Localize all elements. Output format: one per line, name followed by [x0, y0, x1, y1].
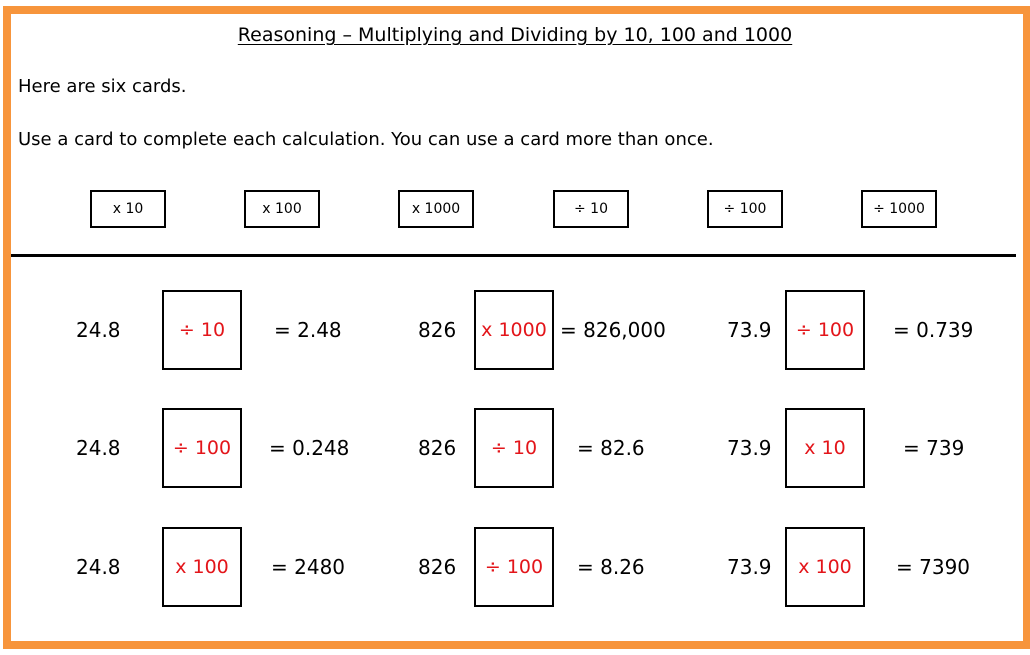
answer-box: ÷ 100	[474, 527, 554, 607]
calc-result: = 0.739	[893, 318, 974, 342]
instruction-text: Use a card to complete each calculation. You can use a card more than once.	[18, 129, 714, 150]
card-divide-10: ÷ 10	[553, 190, 629, 228]
calc-result: = 2.48	[274, 318, 342, 342]
calc-result: = 7390	[896, 555, 971, 579]
calc-number: 24.8	[76, 318, 121, 342]
answer-box: x 1000	[474, 290, 554, 370]
calc-number: 73.9	[727, 555, 772, 579]
calc-number: 826	[418, 436, 457, 460]
card-divide-1000: ÷ 1000	[861, 190, 937, 228]
calc-result: = 2480	[271, 555, 346, 579]
answer-box: ÷ 10	[474, 408, 554, 488]
card-times-1000: x 1000	[398, 190, 474, 228]
calc-number: 826	[418, 555, 457, 579]
card-times-100: x 100	[244, 190, 320, 228]
divider-line	[11, 254, 1016, 257]
card-divide-100: ÷ 100	[707, 190, 783, 228]
answer-box: ÷ 100	[785, 290, 865, 370]
answer-box: ÷ 10	[162, 290, 242, 370]
calc-result: = 8.26	[577, 555, 645, 579]
calc-number: 73.9	[727, 436, 772, 460]
card-times-10: x 10	[90, 190, 166, 228]
calc-result: = 826,000	[560, 318, 666, 342]
calc-result: = 82.6	[577, 436, 645, 460]
calc-result: = 739	[903, 436, 965, 460]
calc-number: 73.9	[727, 318, 772, 342]
calc-number: 826	[418, 318, 457, 342]
calc-number: 24.8	[76, 436, 121, 460]
worksheet-title: Reasoning – Multiplying and Dividing by 10, 100 and 1000	[237, 24, 793, 46]
answer-box: x 100	[162, 527, 242, 607]
calc-number: 24.8	[76, 555, 121, 579]
answer-box: x 10	[785, 408, 865, 488]
answer-box: x 100	[785, 527, 865, 607]
answer-box: ÷ 100	[162, 408, 242, 488]
intro-text: Here are six cards.	[18, 76, 187, 97]
calc-result: = 0.248	[269, 436, 350, 460]
